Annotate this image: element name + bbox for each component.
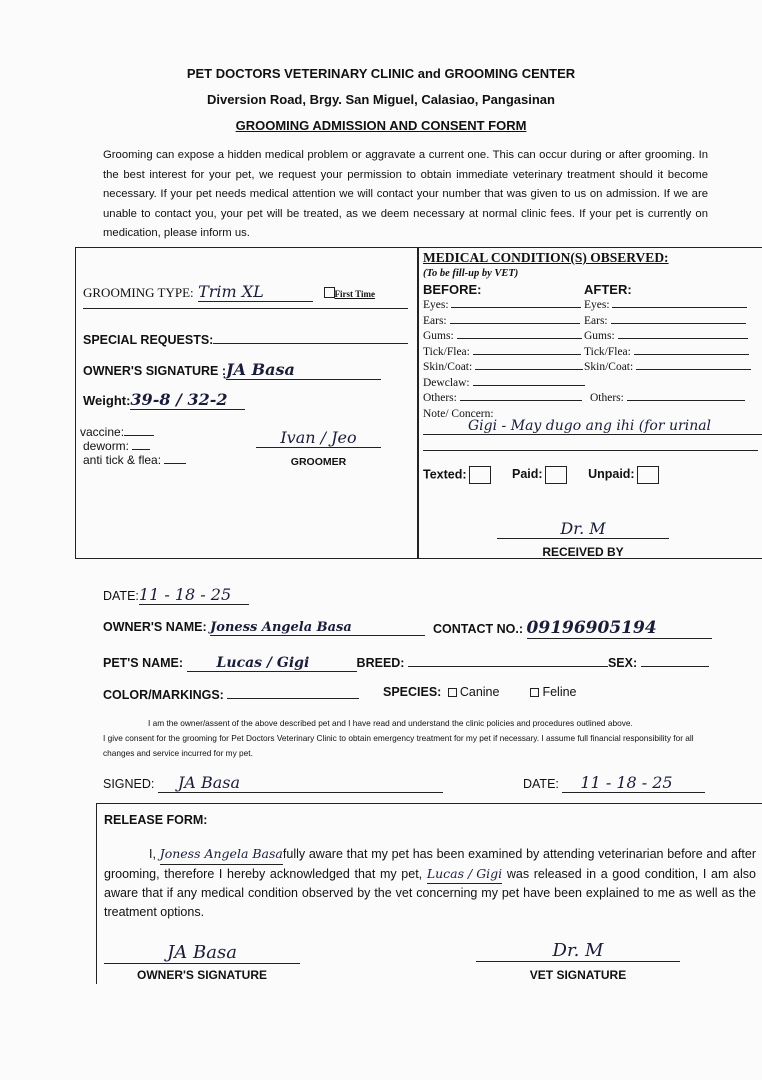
release-name-value[interactable]: Joness Angela Basa bbox=[160, 845, 283, 865]
owner-signature-label: OWNER'S SIGNATURE : bbox=[83, 364, 227, 378]
special-requests-field[interactable] bbox=[213, 330, 408, 344]
before-skin[interactable]: Skin/Coat: bbox=[423, 360, 585, 376]
pet-name-label: PET'S NAME: bbox=[103, 656, 184, 670]
breed-label: BREED: bbox=[356, 656, 405, 670]
vaccine-field[interactable] bbox=[80, 425, 186, 439]
grooming-type-row bbox=[83, 282, 375, 302]
medical-title: MEDICAL CONDITION(S) OBSERVED: bbox=[423, 250, 669, 265]
received-by-label: RECEIVED BY bbox=[542, 545, 624, 559]
species-label: SPECIES: bbox=[383, 685, 442, 699]
breed-field[interactable] bbox=[408, 653, 608, 667]
canine-option[interactable]: Canine bbox=[445, 685, 500, 699]
vet-signature-value[interactable]: Dr. M bbox=[476, 940, 680, 962]
clinic-name: PET DOCTORS VETERINARY CLINIC and GROOMING CENTER bbox=[186, 66, 576, 81]
weight-label: Weight: bbox=[83, 393, 131, 408]
unpaid-checkbox[interactable] bbox=[637, 466, 659, 484]
deworm-field[interactable] bbox=[80, 439, 186, 453]
first-time-checkbox[interactable] bbox=[324, 287, 335, 298]
groomer-value[interactable]: Ivan / Jeo bbox=[256, 428, 381, 448]
after-skin[interactable]: Skin/Coat: bbox=[584, 360, 751, 376]
owner-signature-value[interactable]: JA Basa bbox=[226, 360, 381, 380]
unpaid-label: Unpaid: bbox=[588, 467, 635, 482]
texted-checkbox[interactable] bbox=[469, 466, 491, 484]
release-text-a: fully aware that my pet has been examined by attending veterinarian before and after grooming, therefore I hereby acknowledged that my pet, bbox=[104, 847, 756, 881]
vaccine-label: vaccine: bbox=[80, 425, 125, 439]
clinic-address: Diversion Road, Brgy. San Miguel, Calasiao, Pangasinan bbox=[207, 92, 555, 107]
antitick-label: anti tick & flea: bbox=[83, 453, 162, 467]
contact-value[interactable]: 09196905194 bbox=[527, 618, 712, 639]
before-others[interactable]: Others: bbox=[423, 391, 585, 407]
release-text-b: was released in a good condition, I am also aware that if any medical condition observed by the vet concerning my pet have been explained to me as well as the treatment options. bbox=[104, 866, 756, 919]
after-tick[interactable]: Tick/Flea: bbox=[584, 345, 751, 361]
special-requests-label: SPECIAL REQUESTS: bbox=[83, 333, 214, 347]
release-owner-signature-value[interactable]: JA Basa bbox=[104, 942, 300, 964]
release-title: RELEASE FORM: bbox=[104, 813, 208, 827]
date-value[interactable]: 11 - 18 - 25 bbox=[139, 585, 249, 605]
release-owner-signature-label: OWNER'S SIGNATURE bbox=[137, 968, 267, 982]
consent-date-value[interactable]: 11 - 18 - 25 bbox=[562, 773, 705, 793]
deworm-label: deworm: bbox=[83, 439, 130, 453]
grooming-type-line bbox=[83, 308, 408, 309]
paid-checkbox[interactable] bbox=[545, 466, 567, 484]
before-eyes[interactable]: Eyes: bbox=[423, 298, 585, 314]
after-gums[interactable]: Gums: bbox=[584, 329, 751, 345]
color-label: COLOR/MARKINGS: bbox=[103, 688, 224, 702]
date-row bbox=[103, 585, 249, 605]
paid-label: Paid: bbox=[512, 467, 543, 482]
release-i: I, bbox=[149, 847, 156, 861]
consent-text-2: I give consent for the grooming for Pet Doctors Veterinary Clinic to obtain emergency treatment for my pet if necessary. I assume full financial responsibility for all changes and service incurred for my pet. bbox=[103, 733, 694, 758]
form-title: GROOMING ADMISSION AND CONSENT FORM bbox=[235, 118, 527, 133]
received-by-value[interactable]: Dr. M bbox=[497, 519, 669, 539]
pet-row bbox=[103, 653, 709, 672]
first-time-label: First Time bbox=[334, 289, 375, 299]
before-heading: BEFORE: bbox=[423, 282, 482, 297]
color-field[interactable] bbox=[227, 685, 359, 699]
after-heading: AFTER: bbox=[584, 282, 632, 297]
status-row bbox=[423, 466, 659, 484]
special-requests-row bbox=[83, 330, 408, 347]
weight-row bbox=[83, 390, 245, 410]
contact-row bbox=[433, 618, 712, 639]
before-ears[interactable]: Ears: bbox=[423, 314, 585, 330]
consent-text-1: I am the owner/assent of the above described pet and I have read and understand the clinic policies and procedures outlined above. bbox=[148, 718, 633, 728]
signed-label: SIGNED: bbox=[103, 777, 155, 791]
groomer-label: GROOMER bbox=[290, 456, 347, 468]
before-gums[interactable]: Gums: bbox=[423, 329, 585, 345]
grooming-type-value[interactable]: Trim XL bbox=[198, 282, 313, 302]
after-ears[interactable]: Ears: bbox=[584, 314, 751, 330]
note-label: Note/ Concern: bbox=[423, 407, 494, 420]
release-paragraph bbox=[104, 845, 756, 921]
note-value[interactable]: Gigi - May dugo ang ihi (for urinal bbox=[423, 418, 762, 435]
feline-option[interactable]: Feline bbox=[527, 685, 576, 699]
intro-paragraph: Grooming can expose a hidden medical problem or aggravate a current one. This can occur during or after grooming. In the best interest for your pet, we request your permission to obtain immediate veterinary treatment should it become necessary. If your pet needs medical attention we will contact your number that was given to us on admission. If we are unable to contact you, your pet will be treated, as we deem necessary at normal clinic fees. If your pet is currently on medication, please inform us. bbox=[103, 149, 708, 239]
sex-field[interactable] bbox=[641, 653, 709, 667]
signed-row bbox=[103, 773, 443, 793]
before-tick[interactable]: Tick/Flea: bbox=[423, 345, 585, 361]
color-row bbox=[103, 685, 359, 702]
owner-name-value[interactable]: Joness Angela Basa bbox=[210, 620, 425, 636]
consent-text bbox=[103, 716, 710, 761]
contact-label: CONTACT NO.: bbox=[433, 622, 524, 636]
treatments bbox=[80, 425, 186, 467]
before-fields bbox=[423, 298, 585, 422]
texted-label: Texted: bbox=[423, 467, 467, 482]
consent-date-row bbox=[523, 773, 705, 793]
before-dewclaw[interactable]: Dewclaw: bbox=[423, 376, 585, 392]
after-others[interactable]: Others: bbox=[590, 391, 751, 407]
owner-name-row bbox=[103, 620, 425, 636]
consent-date-label: DATE: bbox=[523, 777, 559, 791]
grooming-type-label: GROOMING TYPE: bbox=[83, 285, 194, 300]
weight-value[interactable]: 39-8 / 32-2 bbox=[130, 390, 245, 410]
pet-name-value[interactable]: Lucas / Gigi bbox=[187, 655, 357, 672]
sex-label: SEX: bbox=[607, 656, 638, 670]
signed-value[interactable]: JA Basa bbox=[158, 773, 443, 793]
antitick-field[interactable] bbox=[80, 453, 186, 467]
owner-name-label: OWNER'S NAME: bbox=[103, 620, 207, 634]
after-eyes[interactable]: Eyes: bbox=[584, 298, 751, 314]
vet-signature-label: VET SIGNATURE bbox=[529, 968, 627, 982]
medical-subtitle: (To be fill-up by VET) bbox=[423, 268, 519, 279]
date-label: DATE: bbox=[103, 589, 139, 603]
note-line-2 bbox=[423, 450, 758, 451]
owner-signature-row bbox=[83, 360, 381, 380]
release-pet-value[interactable]: Lucas / Gigi bbox=[427, 865, 502, 885]
species-row bbox=[383, 685, 577, 699]
after-fields bbox=[584, 298, 751, 407]
